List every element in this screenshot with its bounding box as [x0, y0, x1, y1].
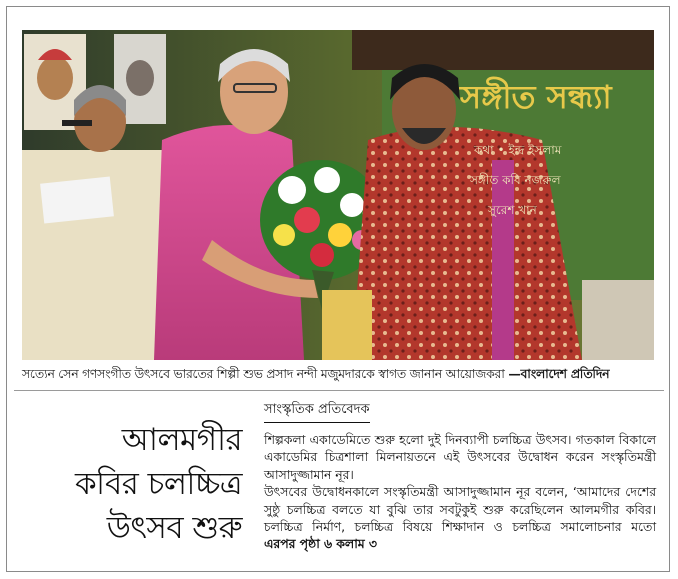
article-paragraph [264, 483, 656, 553]
banner-line: সঙ্গীত কবি নজরুল [470, 173, 561, 187]
person-background [322, 290, 372, 360]
event-photo [22, 30, 654, 360]
person-far-right [582, 280, 654, 360]
headline-line: আলমগীর [121, 422, 242, 458]
banner-heading: সঙ্গীত সন্ধ্যা [460, 78, 612, 116]
caption-text: সত্যেন সেন গণসংগীত উৎসবে ভারতের শিল্পী শুভ প্রসাদ নন্দী মজুমদারকে স্বাগত জানান আয়োজকরা [22, 367, 505, 381]
photo-caption [22, 366, 662, 386]
photo-credit: —বাংলাদেশ প্রতিদিন [508, 367, 610, 381]
continued-link[interactable]: এরপর পৃষ্ঠা ৬ কলাম ৩ [264, 536, 377, 552]
headline [20, 418, 242, 550]
divider [14, 390, 664, 391]
article-paragraph-text: উৎসবের উদ্বোধনকালে সংস্কৃতিমন্ত্রী আসাদুজ্জামান নূর বলেন, ‘আমাদের দেশের সুষ্ঠু চলচ্চিত্র বলতে যা বুঝি তার সবটুকুই শুরু করেছিলেন আলমগীর কবির। চলচ্চিত্র নির্মাণ, চলচ্চিত্র বিষয়ে শিক্ষাদান ও চলচ্চিত্র সমালোচনার মতো [264, 484, 656, 535]
headline-line: উৎসব শুরু [106, 510, 242, 546]
article-body [264, 431, 656, 553]
byline: সাংস্কৃতিক প্রতিবেদক [264, 400, 370, 423]
headline-line: কবির চলচ্চিত্র [74, 466, 242, 502]
article-paragraph: শিল্পকলা একাডেমিতে শুরু হলো দুই দিনব্যাপী চলচ্চিত্র উৎসব। গতকাল বিকালে একাডেমির চিত্রশালা মিলনায়তনে এই উৎসবের উদ্বোধন করেন সংস্কৃতিমন্ত্রী আসাদুজ্জামান নূর। [264, 432, 656, 482]
banner-line: সুরেশ খান [488, 203, 537, 217]
banner-line: কথা • ইন্দ্র ইসলাম [474, 143, 562, 157]
